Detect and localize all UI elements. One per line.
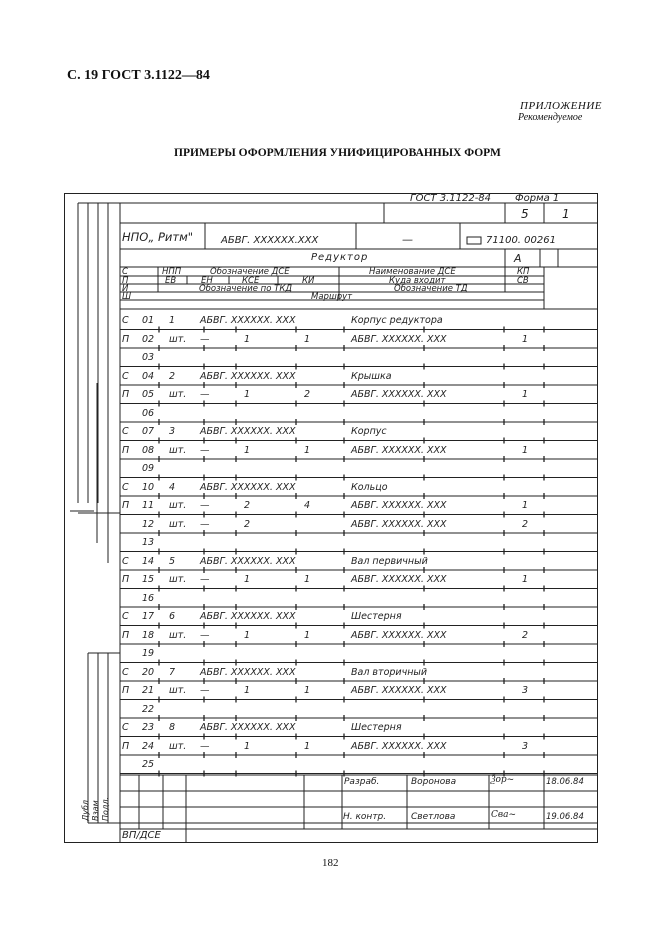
letter-a: А bbox=[514, 252, 522, 265]
row-cell-c2: — bbox=[200, 444, 210, 456]
row-cell-c2: — bbox=[200, 518, 210, 530]
legend-ki: КИ bbox=[302, 276, 315, 286]
nkontr-name: Светлова bbox=[411, 812, 456, 822]
row-cell-c2: АБВГ. XXXXXX. XXX bbox=[200, 370, 296, 382]
sheets-count: 5 bbox=[521, 207, 529, 221]
legend-kuda: Куда входит bbox=[389, 276, 446, 286]
row-cell-pfx: П bbox=[122, 740, 130, 752]
row-cell-c2: АБВГ. XXXXXX. XXX bbox=[200, 426, 296, 437]
legend-oboz-dse: Обозначение ДСЕ bbox=[210, 267, 290, 277]
row-cell-c5: АБВГ. XXXXXX. XXX bbox=[351, 574, 447, 585]
row-cell-num: 22 bbox=[142, 703, 155, 715]
row-cell-pfx: С bbox=[122, 722, 129, 733]
row-cell-c2: — bbox=[200, 629, 210, 641]
nkontr-label: Н. контр. bbox=[343, 812, 387, 822]
row-cell-c3: 1 bbox=[244, 685, 251, 696]
row-cell-c4: 4 bbox=[304, 500, 311, 511]
row-cell-num: 14 bbox=[142, 555, 155, 567]
code-right: 71100. 00261 bbox=[486, 235, 556, 246]
row-cell-pfx: С bbox=[122, 611, 129, 622]
row-cell-c5: Вал вторичный bbox=[351, 666, 428, 678]
row-cell-num: 02 bbox=[142, 333, 155, 345]
legend-npp: НПП bbox=[162, 267, 182, 277]
legend-sv: СВ bbox=[517, 276, 529, 286]
legend-p: П bbox=[122, 276, 129, 286]
row-cell-pfx: П bbox=[122, 629, 130, 641]
row-cell-c6: 1 bbox=[522, 389, 529, 400]
row-cell-c6: 2 bbox=[522, 629, 529, 641]
row-cell-pfx: П bbox=[122, 444, 130, 456]
row-cell-c3: 1 bbox=[244, 574, 251, 585]
row-cell-pfx: П bbox=[122, 389, 130, 400]
row-cell-c2: — bbox=[200, 389, 210, 400]
dash: — bbox=[402, 233, 413, 246]
row-cell-pfx: С bbox=[122, 666, 129, 678]
side-label-vzam: Взам bbox=[91, 800, 100, 821]
row-cell-pfx: П bbox=[122, 500, 130, 511]
row-cell-c1: 3 bbox=[169, 426, 176, 437]
row-cell-c4: 1 bbox=[304, 685, 311, 696]
legend-c: С bbox=[122, 267, 128, 277]
organization: НПО„ Ритм" bbox=[122, 230, 194, 244]
row-cell-num: 17 bbox=[142, 611, 155, 622]
legend-naim-dse: Наименование ДСЕ bbox=[369, 267, 456, 277]
row-cell-pfx: С bbox=[122, 315, 129, 326]
row-cell-c3: 1 bbox=[244, 333, 251, 345]
row-cell-c5: АБВГ. XXXXXX. XXX bbox=[351, 389, 447, 400]
row-cell-c1: шт. bbox=[169, 444, 187, 456]
row-cell-c4: 1 bbox=[304, 574, 311, 585]
page-header: С. 19 ГОСТ 3.1122—84 bbox=[67, 68, 210, 83]
nkontr-date: 19.06.84 bbox=[546, 812, 584, 822]
row-cell-c3: 2 bbox=[244, 518, 251, 530]
row-cell-c3: 1 bbox=[244, 629, 251, 641]
legend-sh: Ш bbox=[122, 292, 132, 302]
row-cell-c4: 2 bbox=[304, 389, 311, 400]
legend-ev: ЕВ bbox=[165, 276, 177, 286]
row-cell-num: 21 bbox=[142, 685, 155, 696]
row-cell-c1: шт. bbox=[169, 518, 187, 530]
document-code: АБВГ. XXXXXX.XXX bbox=[221, 235, 319, 246]
row-cell-c5: Корпус bbox=[351, 426, 387, 437]
page-number: 182 bbox=[322, 857, 339, 869]
row-cell-c5: Вал первичный bbox=[351, 555, 428, 567]
row-cell-num: 12 bbox=[142, 518, 155, 530]
row-cell-c1: шт. bbox=[169, 685, 187, 696]
row-cell-c2: — bbox=[200, 500, 210, 511]
row-cell-c1: 7 bbox=[169, 666, 176, 678]
row-cell-c4: 1 bbox=[304, 740, 311, 752]
row-cell-num: 16 bbox=[142, 592, 155, 604]
row-cell-c1: шт. bbox=[169, 740, 187, 752]
vp-dse-label: ВП/ДСЕ bbox=[122, 830, 161, 841]
row-cell-c5: АБВГ. XXXXXX. XXX bbox=[351, 685, 447, 696]
row-cell-num: 08 bbox=[142, 444, 155, 456]
row-cell-c6: 3 bbox=[522, 740, 529, 752]
row-cell-c3: 1 bbox=[244, 389, 251, 400]
row-cell-c2: АБВГ. XXXXXX. XXX bbox=[200, 722, 296, 733]
row-cell-c5: Корпус редуктора bbox=[351, 315, 443, 326]
legend-kse: КСЕ bbox=[242, 276, 260, 286]
row-cell-c6: 1 bbox=[522, 444, 529, 456]
side-label-podl: Подл. bbox=[101, 796, 110, 821]
row-cell-c5: Шестерня bbox=[351, 611, 402, 622]
row-cell-num: 07 bbox=[142, 426, 155, 437]
row-cell-c1: 8 bbox=[169, 722, 176, 733]
row-cell-c2: — bbox=[200, 740, 210, 752]
row-cell-c1: шт. bbox=[169, 500, 187, 511]
row-cell-pfx: П bbox=[122, 574, 130, 585]
form-number: Форма 1 bbox=[515, 193, 560, 204]
razrab-signature: Ѯор⁠~ bbox=[491, 775, 515, 785]
main-title: ПРИМЕРЫ ОФОРМЛЕНИЯ УНИФИЦИРОВАННЫХ ФОРМ bbox=[174, 147, 501, 159]
razrab-name: Воронова bbox=[411, 777, 457, 787]
row-cell-c3: 1 bbox=[244, 444, 251, 456]
legend-en: ЕН bbox=[201, 276, 213, 286]
row-cell-c6: 1 bbox=[522, 333, 529, 345]
row-cell-c5: АБВГ. XXXXXX. XXX bbox=[351, 629, 447, 641]
row-cell-pfx: П bbox=[122, 333, 130, 345]
row-cell-c5: Крышка bbox=[351, 370, 392, 382]
sheet-number: 1 bbox=[562, 207, 570, 221]
row-cell-num: 18 bbox=[142, 629, 155, 641]
row-cell-c1: 5 bbox=[169, 555, 176, 567]
row-cell-c1: 6 bbox=[169, 611, 176, 622]
row-cell-num: 01 bbox=[142, 315, 155, 326]
row-cell-num: 20 bbox=[142, 666, 155, 678]
row-cell-c6: 1 bbox=[522, 574, 529, 585]
legend-marshrut: Маршрут bbox=[311, 292, 353, 302]
razrab-date: 18.06.84 bbox=[546, 777, 584, 787]
razrab-label: Разраб. bbox=[344, 777, 380, 787]
row-cell-c6: 3 bbox=[522, 685, 529, 696]
row-cell-c2: АБВГ. XXXXXX. XXX bbox=[200, 555, 296, 567]
row-cell-c4: 1 bbox=[304, 333, 311, 345]
row-cell-num: 05 bbox=[142, 389, 155, 400]
row-cell-c1: 1 bbox=[169, 315, 176, 326]
row-cell-c6: 2 bbox=[522, 518, 529, 530]
row-cell-c1: 2 bbox=[169, 370, 176, 382]
row-cell-c2: АБВГ. XXXXXX. XXX bbox=[200, 611, 296, 622]
form-standard: ГОСТ 3.1122-84 bbox=[410, 193, 492, 204]
row-cell-c2: — bbox=[200, 574, 210, 585]
row-cell-c1: шт. bbox=[169, 629, 187, 641]
nkontr-signature: Сва~ bbox=[491, 810, 517, 820]
row-cell-c5: Кольцо bbox=[351, 481, 388, 493]
row-cell-c2: АБВГ. XXXXXX. XXX bbox=[200, 315, 296, 326]
row-cell-pfx: С bbox=[122, 481, 129, 493]
row-cell-c3: 2 bbox=[244, 500, 251, 511]
row-cell-c5: АБВГ. XXXXXX. XXX bbox=[351, 333, 447, 345]
row-cell-c5: Шестерня bbox=[351, 722, 402, 733]
row-cell-c3: 1 bbox=[244, 740, 251, 752]
appendix-subtitle: Рекомендуемое bbox=[518, 112, 583, 123]
row-cell-c2: АБВГ. XXXXXX. XXX bbox=[200, 666, 296, 678]
row-cell-num: 24 bbox=[142, 740, 155, 752]
row-cell-c6: 1 bbox=[522, 500, 529, 511]
row-cell-num: 11 bbox=[142, 500, 155, 511]
row-cell-c2: — bbox=[200, 685, 210, 696]
row-cell-c5: АБВГ. XXXXXX. XXX bbox=[351, 500, 447, 511]
row-cell-num: 10 bbox=[142, 481, 155, 493]
row-cell-c4: 1 bbox=[304, 444, 311, 456]
row-cell-num: 04 bbox=[142, 370, 155, 382]
row-cell-c5: АБВГ. XXXXXX. XXX bbox=[351, 444, 447, 456]
row-cell-num: 13 bbox=[142, 537, 155, 548]
product-name: Редуктор bbox=[311, 252, 369, 263]
row-cell-pfx: С bbox=[122, 555, 129, 567]
row-cell-c5: АБВГ. XXXXXX. XXX bbox=[351, 518, 447, 530]
legend-oboz-td: Обозначение ТД bbox=[394, 284, 468, 294]
row-cell-pfx: П bbox=[122, 685, 130, 696]
appendix-title: ПРИЛОЖЕНИЕ bbox=[520, 100, 602, 112]
row-cell-c5: АБВГ. XXXXXX. XXX bbox=[351, 740, 447, 752]
row-cell-c1: 4 bbox=[169, 481, 176, 493]
route-card-form bbox=[64, 193, 598, 843]
legend-oboz-tkd: Обозначение по ТКД bbox=[199, 284, 293, 294]
row-cell-pfx: С bbox=[122, 370, 129, 382]
row-cell-num: 09 bbox=[142, 463, 155, 474]
row-cell-num: 23 bbox=[142, 722, 155, 733]
side-label-dubl: Дубл bbox=[81, 799, 90, 821]
legend-kp: КП bbox=[517, 267, 530, 277]
row-cell-c4: 1 bbox=[304, 629, 311, 641]
row-cell-num: 06 bbox=[142, 407, 155, 419]
row-cell-num: 25 bbox=[142, 759, 155, 770]
row-cell-c2: АБВГ. XXXXXX. XXX bbox=[200, 481, 296, 493]
row-cell-num: 03 bbox=[142, 352, 155, 363]
row-cell-c1: шт. bbox=[169, 574, 187, 585]
row-cell-c1: шт. bbox=[169, 333, 187, 345]
row-cell-c1: шт. bbox=[169, 389, 187, 400]
legend-i: И bbox=[122, 284, 129, 294]
row-cell-c2: — bbox=[200, 333, 210, 345]
row-cell-pfx: С bbox=[122, 426, 129, 437]
row-cell-num: 15 bbox=[142, 574, 155, 585]
row-cell-num: 19 bbox=[142, 648, 155, 659]
